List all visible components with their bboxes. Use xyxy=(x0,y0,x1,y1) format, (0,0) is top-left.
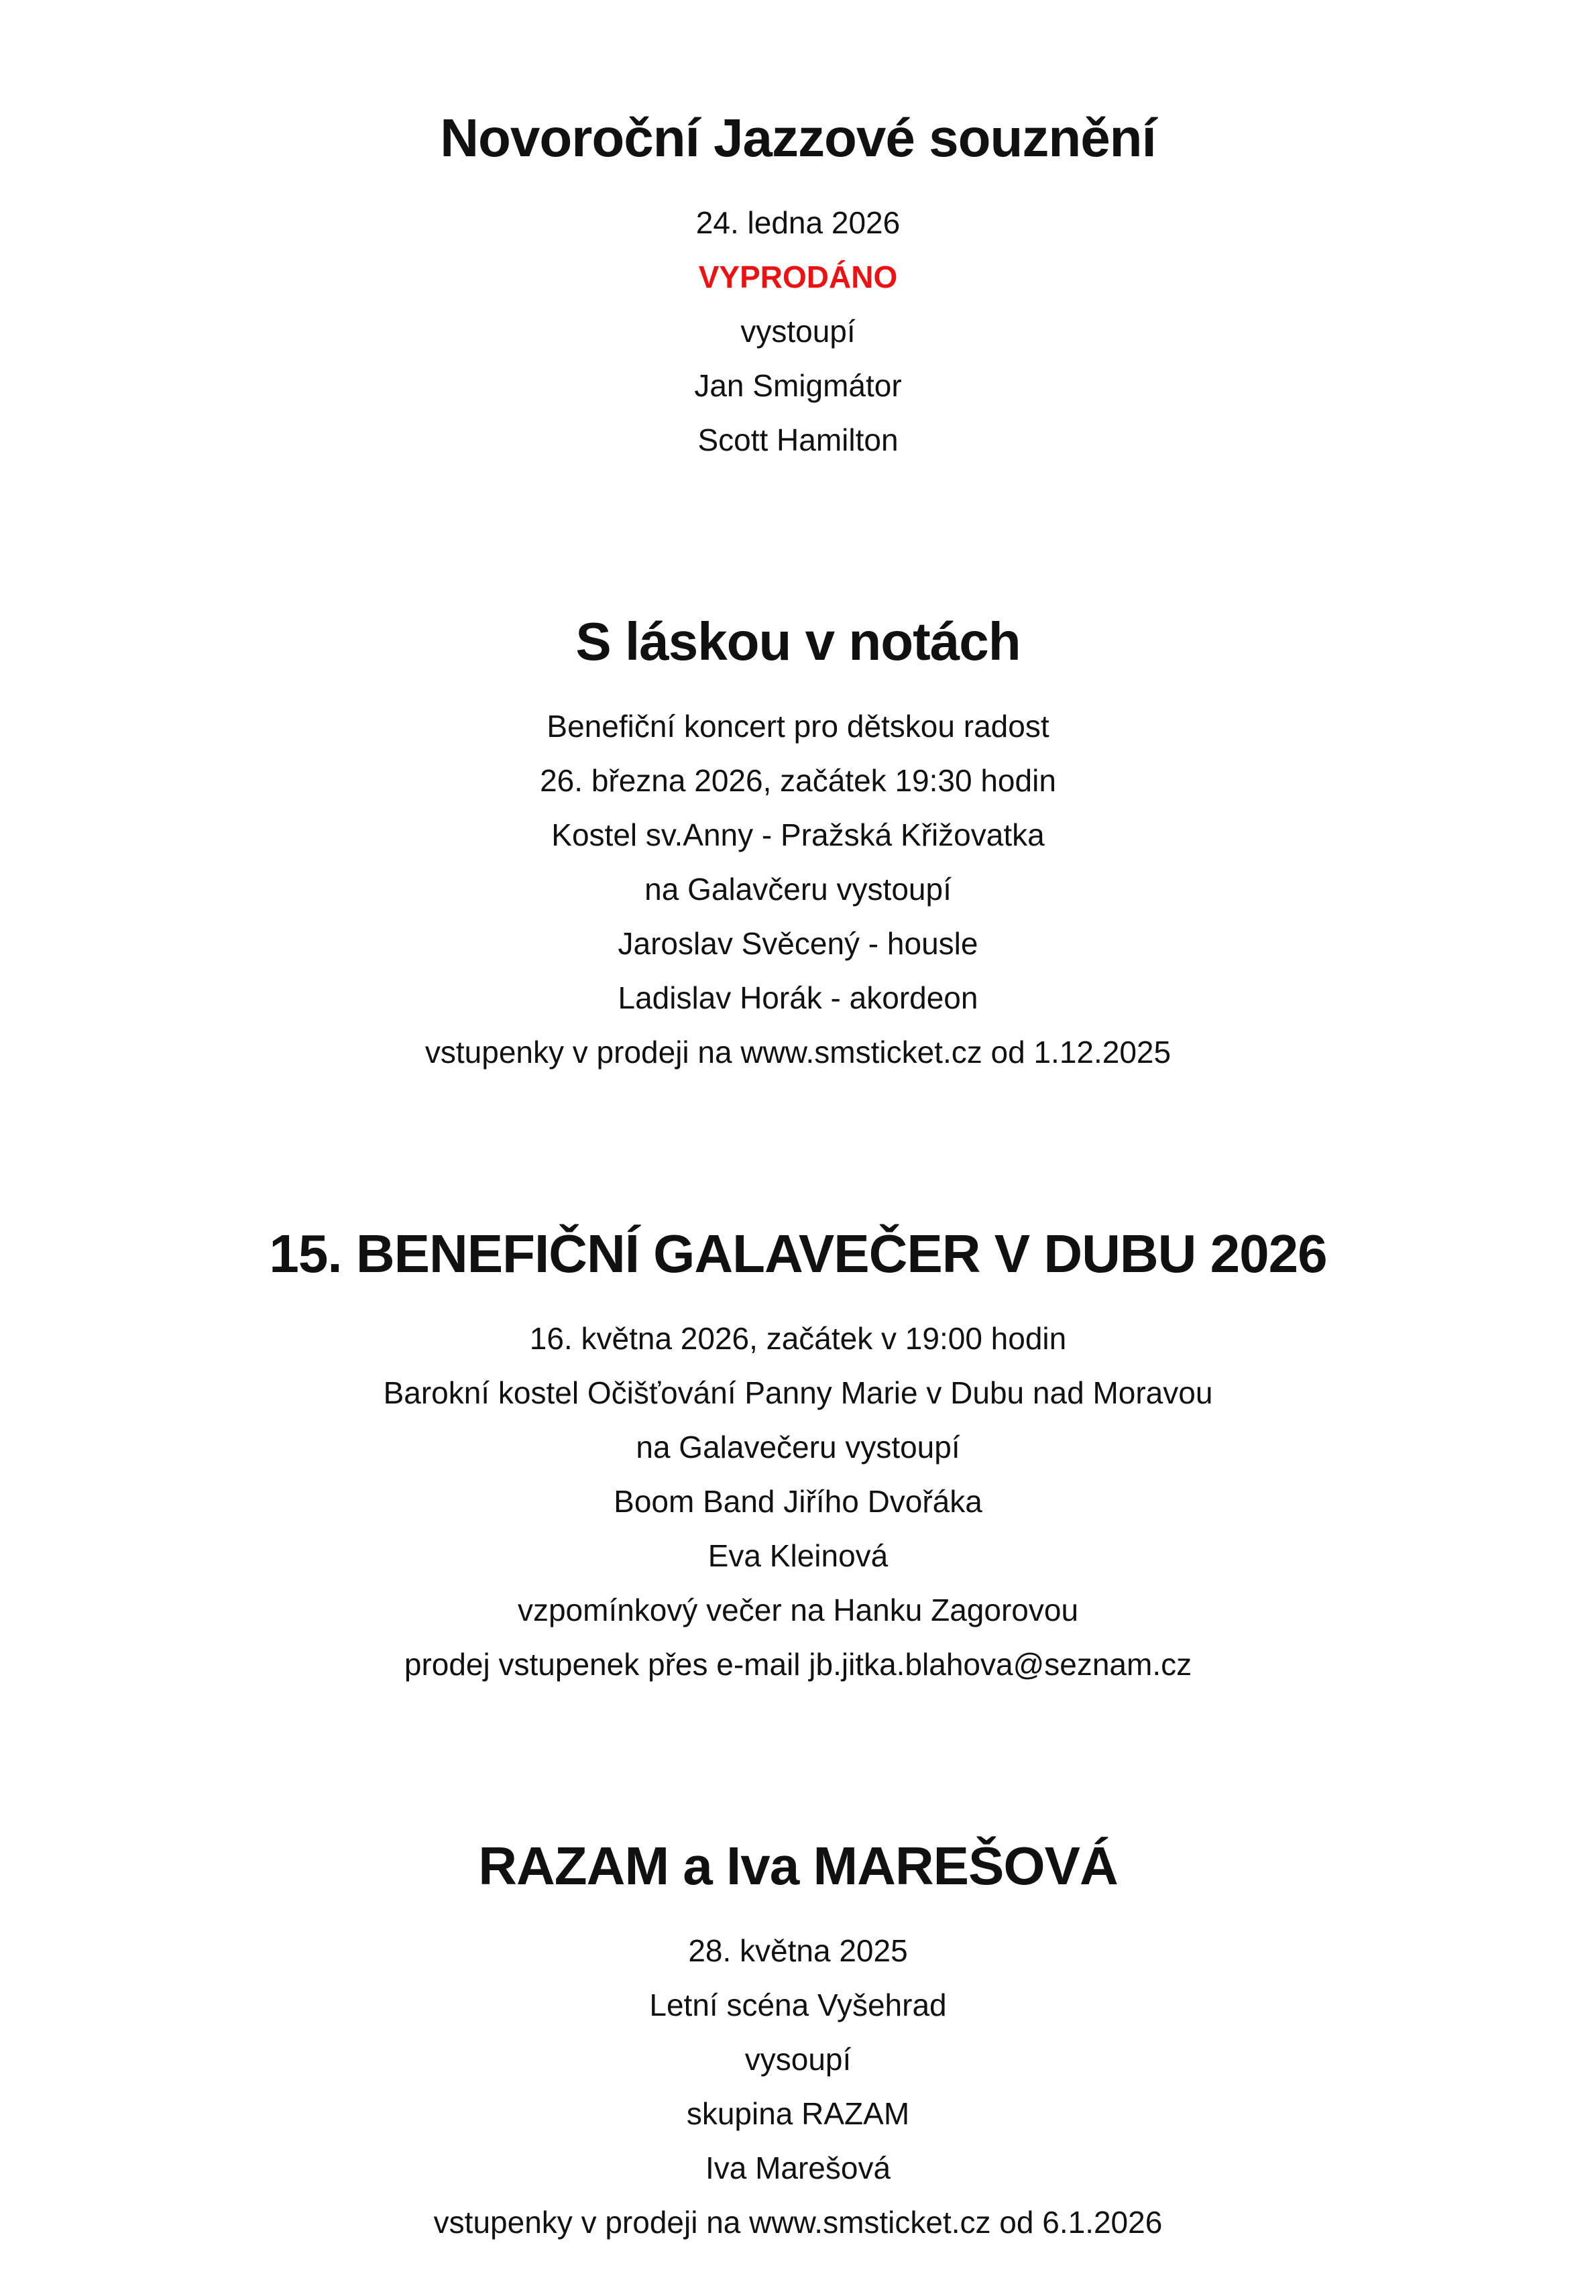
event-title: S láskou v notách xyxy=(575,612,1021,671)
event-performer: Jaroslav Svěcený - housle xyxy=(618,926,978,961)
event-performers-label: na Galavečeru vystoupí xyxy=(636,1430,960,1465)
event-venue: Letní scéna Vyšehrad xyxy=(649,1988,947,2022)
event-performer: Eva Kleinová xyxy=(707,1538,889,1573)
event-performer: Scott Hamilton xyxy=(697,422,899,457)
event-date: 16. května 2026, začátek v 19:00 hodin xyxy=(529,1321,1067,1356)
event-performer: Ladislav Horák - akordeon xyxy=(618,980,978,1015)
soldout-status: VYPRODÁNO xyxy=(698,260,898,294)
event-section-razam-a-iva-maresova xyxy=(0,1834,1596,2250)
event-performer: Jan Smigmátor xyxy=(694,368,902,403)
event-performers-label: na Galavčeru vystoupí xyxy=(644,872,952,907)
event-ticket-info: vstupenky v prodeji na www.smsticket.cz od 6.1.2026 xyxy=(433,2205,1163,2240)
event-ticket-info: prodej vstupenek přes e-mail jb.jitka.blahova@seznam.cz xyxy=(404,1647,1192,1682)
event-subtitle: Benefiční koncert pro dětskou radost xyxy=(547,709,1049,744)
event-performer: skupina RAZAM xyxy=(686,2096,910,2131)
event-description: vzpomínkový večer na Hanku Zagorovou xyxy=(517,1593,1079,1627)
event-performers-label: vysoupí xyxy=(744,2042,852,2077)
event-date: 26. března 2026, začátek 19:30 hodin xyxy=(540,763,1056,798)
event-ticket-info: vstupenky v prodeji na www.smsticket.cz od 1.12.2025 xyxy=(424,1035,1172,1070)
event-date: 28. května 2025 xyxy=(688,1933,908,1968)
event-section-beneficni-galavecer xyxy=(0,1222,1596,1692)
event-venue: Kostel sv.Anny - Pražská Křižovatka xyxy=(551,817,1045,852)
event-performer: Iva Marešová xyxy=(705,2150,891,2185)
event-section-s-laskou-v-notach xyxy=(0,610,1596,1080)
event-title: Novoroční Jazzové souznění xyxy=(440,108,1156,168)
event-title: RAZAM a Iva MAREŠOVÁ xyxy=(478,1836,1118,1896)
event-venue: Barokní kostel Očišťování Panny Marie v Dubu nad Moravou xyxy=(383,1375,1213,1410)
event-performer: Boom Band Jiřího Dvořáka xyxy=(614,1484,982,1519)
event-performers-label: vystoupí xyxy=(740,314,856,349)
event-title: 15. BENEFIČNÍ GALAVEČER V DUBU 2026 xyxy=(269,1224,1327,1283)
event-date: 24. ledna 2026 xyxy=(695,205,901,240)
event-section-novorocni-jazzove-souzneni xyxy=(0,106,1596,467)
